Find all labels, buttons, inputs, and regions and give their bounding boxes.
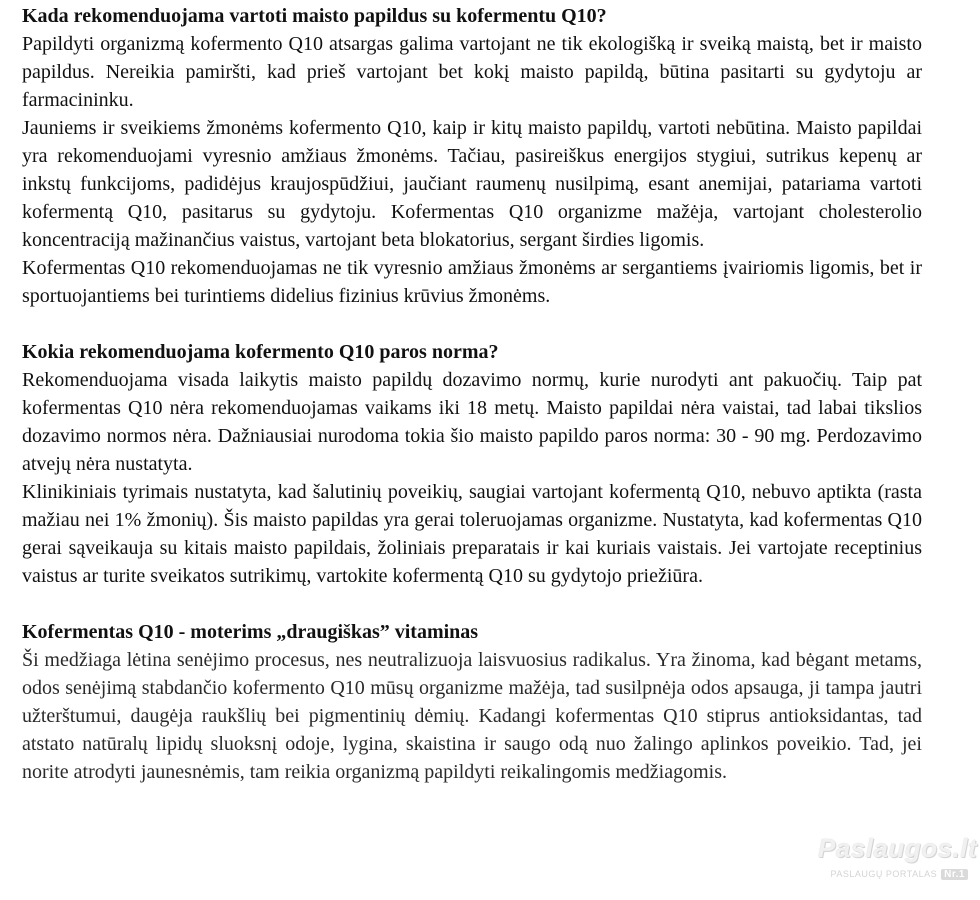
- paragraph: Rekomenduojama visada laikytis maisto papildų dozavimo normų, kurie nurodyti ant pakuočių. Taip pat kofermentas Q10 nėra rekomenduojamas vaikams iki 18 metų. Maisto papildai nėra vaistai, tad labai tikslios dozavimo normos nėra. Dažniausiai nurodoma tokia šio maisto papildo paros norma: 30 - 90 mg. Perdozavimo atvejų nėra nustatyta.: [22, 369, 922, 475]
- paragraph: Kofermentas Q10 rekomenduojamas ne tik vyresnio amžiaus žmonėms ar sergantiems įvairiomis ligomis, bet ir sportuojantiems bei turintiems didelius fizinius krūvius žmonėms.: [22, 257, 922, 307]
- watermark-logo-text: Paslaugos.lt: [818, 833, 978, 863]
- document-body: [22, 2, 922, 786]
- section-daily-dose: [22, 338, 922, 590]
- paragraph: Papildyti organizmą kofermento Q10 atsargas galima vartojant ne tik ekologišką ir sveiką maistą, bet ir maisto papildus. Nereikia pamiršti, kad prieš vartojant bet kokį maisto papildą, būtina pasitarti su gydytoju ar farmacininku.: [22, 33, 922, 111]
- section-heading: Kofermentas Q10 - moterims „draugiškas” vitaminas: [22, 621, 479, 643]
- paragraph: Klinikiniais tyrimais nustatyta, kad šalutinių poveikių, saugiai vartojant kofermentą Q10, nebuvo aptikta (rasta mažiau nei 1% žmonių). Šis maisto papildas yra gerai toleruojamas organizme. Nustatyta, kad kofermentas Q10 gerai sąveikauja su kitais maisto papildais, žoliniais preparatais ir kai kuriais vaistais. Jei vartojate receptinius vaistus ar turite sveikatos sutrikimų, vartokite kofermentą Q10 su gydytojo priežiūra.: [22, 481, 922, 587]
- watermark-badge: Nr.1: [941, 869, 968, 880]
- watermark-subtitle: PASLAUGŲ PORTALAS: [830, 869, 938, 879]
- section-when-to-use: [22, 2, 922, 310]
- section-heading: Kada rekomenduojama vartoti maisto papildus su kofermentu Q10?: [22, 5, 607, 27]
- watermark-logo: [818, 833, 978, 882]
- watermark-subtitle-row: [831, 869, 968, 880]
- paragraph: Jauniems ir sveikiems žmonėms kofermento Q10, kaip ir kitų maisto papildų, vartoti nebūtina. Maisto papildai yra rekomenduojami vyresnio amžiaus žmonėms. Tačiau, pasireiškus energijos stygiui, sutrikus kepenų ar inkstų funkcijoms, padidėjus kraujospūdžiui, jaučiant raumenų nusilpimą, esant anemijai, patariama vartoti kofermentą Q10, pasitarus su gydytoju. Kofermentas Q10 organizme mažėja, vartojant cholesterolio koncentraciją mažinančius vaistus, vartojant beta blokatorius, sergant širdies ligomis.: [22, 117, 922, 251]
- section-women-vitamin: [22, 618, 922, 786]
- section-heading: Kokia rekomenduojama kofermento Q10 paros norma?: [22, 341, 499, 363]
- paragraph: Ši medžiaga lėtina senėjimo procesus, nes neutralizuoja laisvuosius radikalus. Yra žinoma, kad bėgant metams, odos senėjimą stabdančio kofermento Q10 mūsų organizme mažėja, tad susilpnėja odos apsauga, ji tampa jautri užterštumui, daugėja raukšlių bei pigmentinių dėmių. Kadangi kofermentas Q10 stiprus antioksidantas, tad atstato natūralų lipidų sluoksnį odoje, lygina, skaistina ir saugo odą nuo žalingo aplinkos poveikio. Tad, jei norite atrodyti jaunesnėmis, tam reikia organizmą papildyti reikalingomis medžiagomis.: [22, 649, 922, 783]
